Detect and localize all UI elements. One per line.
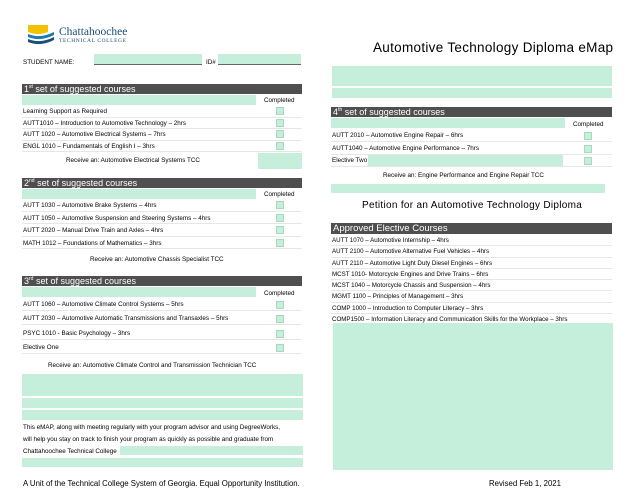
section-2-completed-label: Completed xyxy=(264,191,295,198)
logo-subtitle: TECHNICAL COLLEGE xyxy=(59,38,127,44)
completed-checkbox[interactable] xyxy=(276,130,284,138)
list-item: MGMT 1100 – Principles of Management – 3hrs xyxy=(331,291,612,302)
right-notes-box-2[interactable] xyxy=(332,88,612,98)
footer-revised: Revised Feb 1, 2021 xyxy=(489,479,561,488)
completed-checkbox[interactable] xyxy=(276,344,284,352)
section-4-receive-box[interactable] xyxy=(331,184,605,193)
section-1-completed-label: Completed xyxy=(264,97,295,104)
note-line-2: will help you stay on track to finish your program as quickly as possible and graduate from xyxy=(23,436,274,443)
completed-checkbox[interactable] xyxy=(276,226,284,234)
course-row: AUTT 1020 – Automotive Electrical Systems – 7hrs xyxy=(22,129,302,141)
course-row: AUTT 2030 – Automotive Automatic Transmissions and Transaxles – 5hrs xyxy=(22,313,302,325)
student-id-label: ID# xyxy=(206,59,216,66)
section-4-completed-label: Completed xyxy=(573,121,604,128)
completed-checkbox[interactable] xyxy=(276,239,284,247)
section-2-header-fill xyxy=(22,189,256,199)
list-item: MCST 1040 – Motorcycle Chassis and Suspension – 4hrs xyxy=(331,280,612,291)
left-notes-box-3[interactable] xyxy=(22,410,303,420)
section-3-header: 3rd set of suggested courses xyxy=(22,276,302,286)
course-row: AUTT 2010 – Automotive Engine Repair – 6hrs xyxy=(331,130,612,142)
note-line-3: Chattahoochee Technical College xyxy=(23,448,117,455)
course-row: AUTT 1060 – Automotive Climate Control Systems – 5hrs xyxy=(22,299,302,311)
section-2-header: 2nd set of suggested courses xyxy=(22,178,302,188)
left-notes-box-1[interactable] xyxy=(22,374,303,396)
list-item: AUTT 2100 – Automotive Alternative Fuel Vehicles – 4hrs xyxy=(331,246,612,257)
section-4-receive: Receive an: Engine Performance and Engine Repair TCC xyxy=(383,172,544,179)
college-logo xyxy=(26,22,136,48)
course-row: AUTT1040 – Automotive Engine Performance – 7hrs xyxy=(331,143,612,155)
completed-checkbox[interactable] xyxy=(276,301,284,309)
completed-checkbox[interactable] xyxy=(276,142,284,150)
right-notes-box-1[interactable] xyxy=(332,66,612,86)
course-row: AUTT 2020 – Manual Drive Train and Axles – 4hrs xyxy=(22,225,302,237)
note-line-1: This eMAP, along with meeting regularly with your program advisor and using DegreeWorks, xyxy=(23,424,281,431)
completed-checkbox[interactable] xyxy=(584,145,592,153)
list-item: AUTT 1070 – Automotive Internship – 4hrs xyxy=(331,235,612,246)
course-row: ENGL 1010 – Fundamentals of English I – 3hrs xyxy=(22,141,302,153)
completed-checkbox[interactable] xyxy=(276,107,284,115)
page-title: Automotive Technology Diploma eMap xyxy=(373,40,614,55)
course-row: Elective Two xyxy=(331,155,612,167)
left-notes-box-4[interactable] xyxy=(120,446,303,455)
section-4-header: 4th set of suggested courses xyxy=(331,107,612,117)
section-1-header: 1st set of suggested courses xyxy=(22,84,302,94)
section-1-receive-box[interactable] xyxy=(258,153,302,169)
section-3-completed-label: Completed xyxy=(264,290,295,297)
completed-checkbox[interactable] xyxy=(276,214,284,222)
petition-title: Petition for an Automotive Technology Diploma xyxy=(362,200,583,211)
completed-checkbox[interactable] xyxy=(276,330,284,338)
course-row: PSYC 1010 - Basic Psychology – 3hrs xyxy=(22,328,302,340)
section-2-receive: Receive an: Automotive Chassis Specialist TCC xyxy=(90,256,224,263)
section-3-header-fill xyxy=(22,287,256,297)
completed-checkbox[interactable] xyxy=(276,315,284,323)
footer-left: A Unit of the Technical College System of Georgia. Equal Opportunity Institution. xyxy=(23,479,300,488)
student-name-field[interactable] xyxy=(94,54,202,65)
course-row: Learning Support as Required xyxy=(22,106,302,118)
completed-checkbox[interactable] xyxy=(276,119,284,127)
list-item: AUTT 2110 – Automotive Light Duty Diesel Engines – 6hrs xyxy=(331,258,612,269)
section-3-receive: Receive an: Automotive Climate Control and Transmission Technician TCC xyxy=(48,362,257,369)
course-row: Elective One xyxy=(22,342,302,354)
completed-checkbox[interactable] xyxy=(584,132,592,140)
approved-electives-list xyxy=(331,235,612,325)
left-notes-box-2[interactable] xyxy=(22,398,303,408)
wave-logo-icon xyxy=(26,23,56,45)
approved-electives-header: Approved Elective Courses xyxy=(331,223,612,234)
petition-notes-box[interactable] xyxy=(333,323,613,470)
list-item: MCST 1010- Motorcycle Engines and Drive Trains – 6hrs xyxy=(331,269,612,280)
course-row: AUTT 1050 – Automotive Suspension and Steering Systems – 4hrs xyxy=(22,213,302,225)
course-row: AUTT1010 – Introduction to Automotive Technology – 2hrs xyxy=(22,118,302,130)
course-row: AUTT 1030 – Automotive Brake Systems – 4hrs xyxy=(22,200,302,212)
student-name-label: STUDENT NAME: xyxy=(23,59,75,66)
elective-two-field[interactable] xyxy=(368,155,563,166)
course-row: MATH 1012 – Foundations of Mathematics – 3hrs xyxy=(22,238,302,250)
student-id-field[interactable] xyxy=(218,54,301,65)
list-item: COMP 1000 – Introduction to Computer Literacy – 3hrs xyxy=(331,303,612,314)
section-1-receive: Receive an: Automotive Electrical Systems TCC xyxy=(66,157,200,164)
logo-name: Chattahoochee xyxy=(59,26,128,38)
completed-checkbox[interactable] xyxy=(276,201,284,209)
section-4-header-fill xyxy=(331,118,565,128)
left-notes-box-5[interactable] xyxy=(22,458,303,467)
list-item: COMP1500 – Information Literacy and Communication Skills for the Workplace – 3hrs xyxy=(331,314,612,325)
completed-checkbox[interactable] xyxy=(584,157,592,165)
section-1-header-fill xyxy=(22,95,256,105)
